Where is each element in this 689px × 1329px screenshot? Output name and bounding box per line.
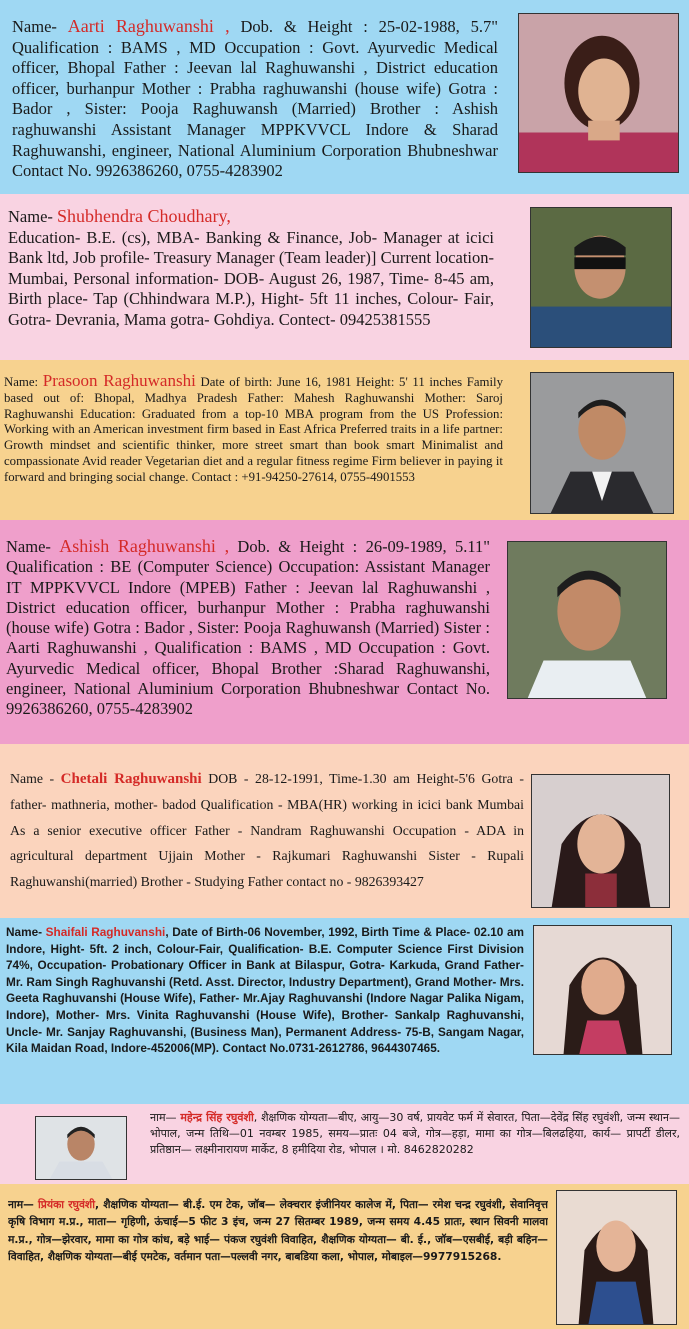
profile-photo [530, 372, 674, 514]
name-label: Name- [12, 17, 68, 36]
profile-name: Shaifali Raghuvanshi [45, 925, 166, 939]
profile-name: महेन्द्र सिंह रघुवंशी [180, 1111, 254, 1124]
profile-card-prasoon [0, 360, 689, 520]
profile-name: Prasoon Raghuwanshi [42, 373, 196, 390]
profile-details: , Date of Birth-06 November, 1992, Birth Time & Place- 02.10 am Indore, Hight- 5ft. 2 inch, Colour-Fair, Qualification- B.E. Computer Science First Division 74%, Occupation- Probationary Officer in Bank at Bilaspur, Gotra- Karkuda, Grand Father- Mr. Ram Singh Raghuvanshi (Retd. Asst. Director, Industry Department), Grand Mother- Mrs. Geeta Raghuvanshi (House Wife), Father- Mr.Ajay Raghuvanshi (Indore Nagar Palika Nigam, Indore), Mother- Mrs. Vinita Raghuvanshi (House Wife), Brother- Sankalp Raghuvanshi, Uncle- Mr. Sanjay Raghuvanshi, (Business Man), Permanent Address- 75-B, Sangam Nagar, Kila Maidan Road, Indore-452006(MP). Contact No.0731-2612786, 9644307465. [6, 925, 524, 1056]
profile-photo [35, 1116, 127, 1180]
profile-text [6, 924, 524, 1057]
profile-details: Education- B.E. (cs), MBA- Banking & Finance, Job- Manager at icici Bank ltd, Job profile- Treasury Manager (Team leader)] Current location- Mumbai, Personal information- DOB- August 26, 1987, Time- 8-45 am, Birth place- Tap (Chhindwara M.P.), Hight- 5ft 11 inches, Colour- Fair, Gotra- Devrania, Mama gotra- Gohdiya. Contect- 09425381555 [8, 227, 494, 329]
profile-photo [518, 13, 679, 173]
profile-photo [530, 207, 672, 348]
profile-details: Dob. & Height : 25-02-1988, 5.7" Qualification : BAMS , MD Occupation : Govt. Ayurvedic Medical officer, Bhopal Father : Jeevan lal Raghuwanshi , District education officer, burhanpur Mother : Prabha raghuwanshi (house wife) Gotra : Bador , Sister: Pooja Raghuwansh (Married) Brother : Ashish raghuwanshi Assistant Manager MPPKVVCL Indore & Sharad Raghuwanshi, engineer, National Aluminium Corporation Bhubneshwar Contact No. 9926386260, 0755-4283902 [12, 17, 498, 181]
profile-photo [556, 1190, 677, 1325]
profile-name: Shubhendra Choudhary, [57, 206, 231, 226]
profile-text [150, 1110, 680, 1158]
profile-text [8, 206, 494, 331]
name-label: Name - [10, 771, 61, 786]
name-label: नाम— [8, 1198, 39, 1211]
profile-text [8, 1196, 548, 1266]
profile-details: Date of birth: June 16, 1981 Height: 5' 11 inches Family based out of: Bhopal, Madhya Pradesh Father: Mahesh Raghuwanshi Mother: Saroj Raghuwanshi Education: Graduated from a top-10 MBA program from the US Profession: Working with an American investment firm based in East Africa Preferred traits in a life partner: Growth mindset and scientific thinker, more street smart than book smart Minimalist and compassionate Avid reader Vegetarian diet and a regular fitness regime Firm believer in paying it forward and bringing social change. Contact : +91-94250-27614, 0755-4901553 [4, 375, 503, 484]
profile-card-aarti [0, 0, 689, 194]
profile-card-shaifali [0, 918, 689, 1104]
profile-name: Aarti Raghuwanshi , [67, 16, 230, 36]
profile-text [12, 16, 498, 182]
name-label: Name: [4, 375, 43, 389]
name-label: नाम— [150, 1111, 181, 1124]
profile-name: Chetali Raghuwanshi [60, 771, 202, 787]
profile-name: प्रियंका रघुवंशी [38, 1198, 95, 1211]
profile-card-chetali [0, 744, 689, 918]
profile-text [6, 536, 490, 720]
profile-card-ashish [0, 520, 689, 744]
profile-card-shubhendra [0, 194, 689, 360]
profile-photo [531, 774, 670, 908]
profile-text [10, 766, 524, 894]
profile-photo [533, 925, 672, 1055]
profile-card-mahendra [0, 1104, 689, 1184]
profile-photo [507, 541, 667, 699]
profile-text [4, 373, 503, 486]
profile-card-priyanka [0, 1184, 689, 1329]
name-label: Name- [8, 207, 58, 226]
profile-name: Ashish Raghuwanshi , [59, 536, 230, 556]
profile-details: Dob. & Height : 26-09-1989, 5.11" Qualification : BE (Computer Science) Occupation: Assistant Manager IT MPPKVVCL Indore (MPEB) Father : Jeevan lal Raghuwanshi , District education officer, burhanpur Mother : Prabha raghuwanshi (house wife) Gotra : Bador , Sister: Pooja Raghuwansh (Married) Sister : Aarti Raghuwanshi , Qualification : BAMS , MD Occupation : Govt. Ayurvedic Medical officer, Bhopal Brother :Sharad Raghuwanshi, engineer, National Aluminium Corporation Bhubneshwar Contact No. 9926386260, 0755-4283902 [6, 537, 490, 719]
profile-details: , शैक्षणिक योग्यता—बीए, आयु—30 वर्ष, प्रायवेट फर्म में सेवारत, पिता—देवेंद्र सिंह रघुवंशी, जन्म स्थान—भोपाल, जन्म तिथि—01 नवम्बर 1985, समय—प्रातः 04 बजे, गोत्र—हड़ा, मामा का गोत्र—बिलढहिया, कार्य— प्रापर्टी डीलर, प्रतिष्ठान— लक्ष्मीनारायण मार्केट, 8 हमीदिया रोड, भोपाल । मो. 8462820282 [150, 1111, 680, 1156]
name-label: Name- [6, 925, 46, 939]
profile-details: DOB - 28-12-1991, Time-1.30 am Height-5'6 Gotra - father- mathneria, mother- badod Qualification - MBA(HR) working in icici bank Mumbai As a senior executive officer Father - Nandram Raghuwanshi Occupation - ADA in agricultural department Ujjain Mother - Rajkumari Raghuwanshi Sister - Rupali Raghuwanshi(married) Brother - Studying Father contact no - 9826393427 [10, 771, 524, 889]
profile-details: , शैक्षणिक योग्यता— बी.ई. एम टेक, जॉब— लेक्चरार इंजीनियर कालेज में, पिता— रमेश चन्द्र रघुवंशी, सेवानिवृत्त कृषि विभाग म.प्र., माता— गृहिणी, ऊंचाई—5 फीट 3 इंच, जन्म 27 सितम्बर 1989, जन्म समय 4.45 प्रातः, स्थान सिवनी मालवा म.प्र., गोत्र—झेरवार, मामा का गोत्र कांध, बड़े भाई— पंकज रघुवंशी विवाहित, शैक्षणिक योग्यता— बी. ई., जॉब—एसबीई, बड़ी बहिन— विवाहित, शैक्षणिक योग्यता—बीई एमटेक, वर्तमान पता—पल्लवी नगर, बाबडिया कला, भोपाल, मोबाइल—9977915268. [8, 1198, 548, 1264]
name-label: Name- [6, 537, 60, 556]
